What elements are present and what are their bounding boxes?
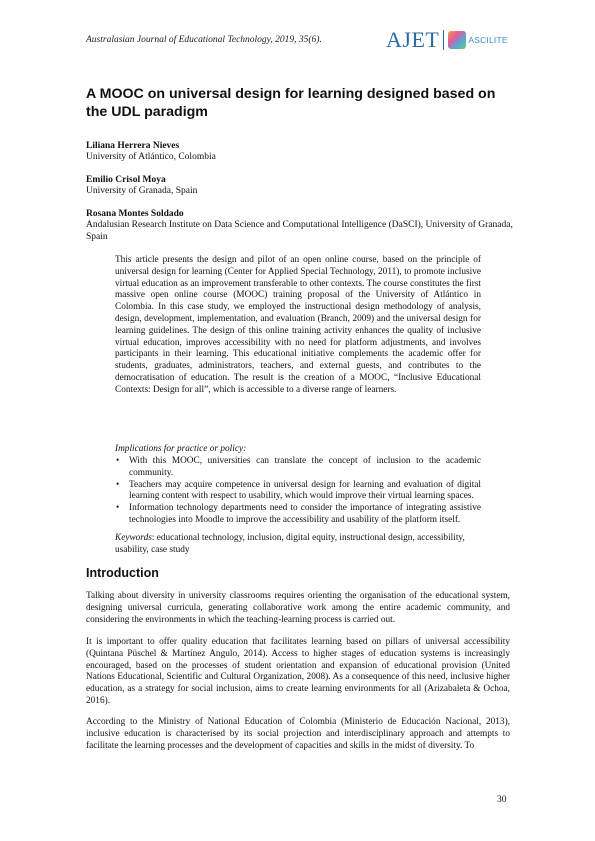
implications-list <box>115 456 481 527</box>
bullet-icon: • <box>116 479 120 490</box>
journal-citation: Australasian Journal of Educational Technology, 2019, 35(6). <box>86 35 322 45</box>
ascilite-logo-icon <box>448 31 466 49</box>
author-affiliation: University of Atlántico, Colombia <box>86 152 216 162</box>
list-item <box>115 503 481 527</box>
keywords-label: Keywords <box>115 533 152 543</box>
author-block-2 <box>86 175 516 197</box>
keywords <box>115 533 481 557</box>
article-title: A MOOC on universal design for learning designed based on the UDL paradigm <box>86 86 496 120</box>
abstract: This article presents the design and pilot of an open online course, based on the principle of universal design for learning (Center for Applied Special Technology, 2011), to promote inclusive virtual education as an improvement transferable to other contexts. The course constitutes the first massive open online course (MOOC) training proposal of the University of Atlántico in Colombia. In this case study, we employed the instructional design methodology of analysis, design, development, implementation, and evaluation (Branch, 2009) and the universal design for learning guidelines. The design of this online training activity enhances the quality of inclusive virtual education, improves accessibility with no need for platform adjustments, and involves participants in their learning. This educational initiative complements the academic offer for students, graduates, administrators, teachers, and external guests, and contributes to the democratisation of education. The result is the creation of a MOOC, “Inclusive Educational Contexts: Design for all”, which is accessible to a diverse range of learners. <box>115 255 481 395</box>
section-heading: Introduction <box>86 566 159 580</box>
list-item-text: Teachers may acquire competence in universal design for learning and evaluation of digital learning content with respect to usability, which would improve their virtual learning spaces. <box>129 479 481 502</box>
list-item <box>115 480 481 504</box>
author-affiliation: University of Granada, Spain <box>86 186 198 196</box>
body-paragraph-3: According to the Ministry of National Education of Colombia (Ministerio de Educación Nacional, 2013), inclusive education is characterised by its social projection and interdisciplinary approach and attempts to facilitate the learning processes and the development of capacities and skills in the midst of diversity. To <box>86 717 510 751</box>
page-number: 30 <box>497 795 507 805</box>
ajet-logo-text: AJET <box>386 27 440 52</box>
author-name: Rosana Montes Soldado <box>86 209 184 219</box>
logo-divider <box>443 30 444 50</box>
ascilite-logo-text: ASCILITE <box>468 35 508 45</box>
author-name: Liliana Herrera Nieves <box>86 141 180 151</box>
bullet-icon: • <box>116 503 120 514</box>
implications-title: Implications for practice or policy: <box>115 444 247 454</box>
body-paragraph-1: Talking about diversity in university classrooms requires orienting the organisation of the educational system, designing universal curricula, generating collaborative work among the entire academic community, and considering the environments in which the teaching-learning process is carried out. <box>86 591 510 625</box>
author-block-1 <box>86 141 516 163</box>
author-name: Emilio Crisol Moya <box>86 175 166 185</box>
body-paragraph-2: It is important to offer quality education that facilitates learning based on pillars of universal accessibility (Quintana Püschel & Martínez Angulo, 2014). Access to higher stages of education systems is increasingly encouraged, based on the processes of student orientation and expansion of educational provision (United Nations Educational, Scientific and Cultural Organization, 2008). As a consequence of this need, inclusive higher education, as a strategy for social inclusion, aims to create learning environments for all (Arizabaleta & Ochoa, 2016). <box>86 637 510 706</box>
list-item-text: With this MOOC, universities can translate the concept of inclusion to the academic community. <box>129 456 481 478</box>
author-affiliation: Andalusian Research Institute on Data Science and Computational Intelligence (DaSCI), University of Granada, Spain <box>86 220 513 242</box>
author-block-3 <box>86 209 516 243</box>
list-item <box>115 456 481 480</box>
list-item-text: Information technology departments need to consider the importance of integrating assistive technologies into Moodle to improve the accessibility and usability of the platform itself. <box>129 503 481 525</box>
journal-logo <box>386 27 508 53</box>
keywords-text: : educational technology, inclusion, digital equity, instructional design, accessibility, usability, case study <box>115 533 465 555</box>
bullet-icon: • <box>116 456 120 466</box>
